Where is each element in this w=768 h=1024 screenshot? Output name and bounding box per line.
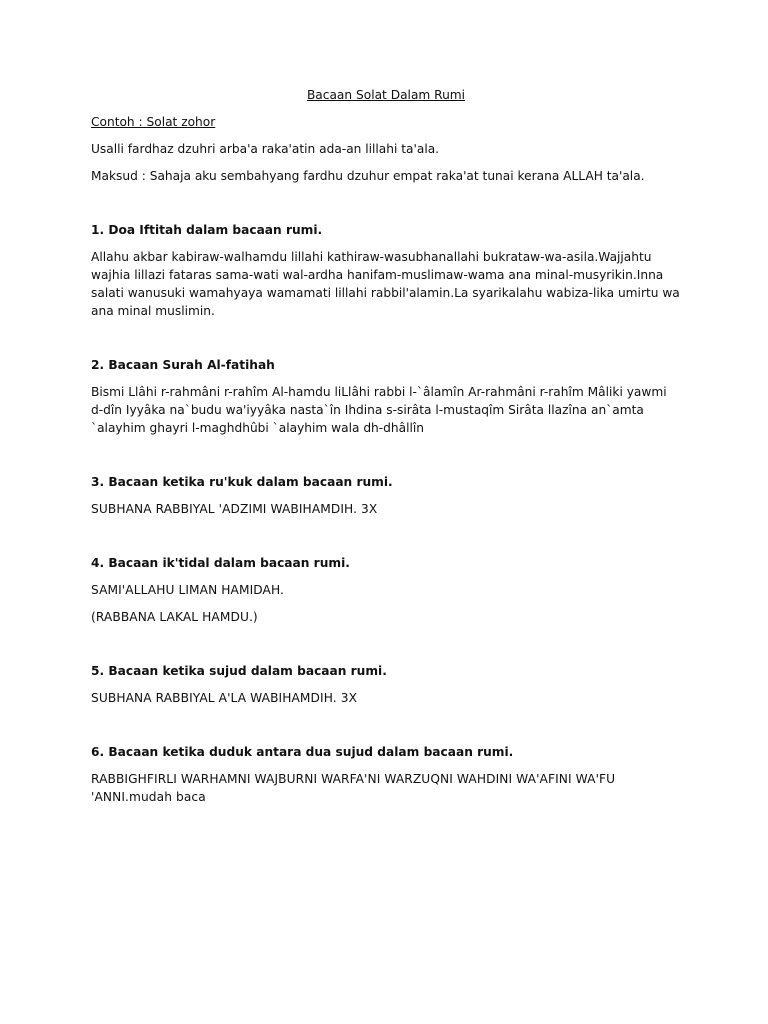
spacer — [91, 635, 681, 662]
section-text: SAMI'ALLAHU LIMAN HAMIDAH. — [91, 583, 285, 597]
section-sujud — [91, 662, 681, 707]
section-heading: 3. Bacaan ketika ru'kuk dalam bacaan rumi. — [91, 475, 393, 489]
spacer — [91, 527, 681, 554]
niat-text: Usalli fardhaz dzuhri arba'a raka'atin ada-an lillahi ta'ala. — [91, 142, 440, 156]
section-rukuk — [91, 473, 681, 518]
spacer — [91, 716, 681, 743]
spacer — [91, 329, 681, 356]
maksud-text: Maksud : Sahaja aku sembahyang fardhu dzuhur empat raka'at tunai kerana ALLAH ta'ala. — [91, 169, 645, 183]
section-text: SUBHANA RABBIYAL 'ADZIMI WABIHAMDIH. 3X — [91, 502, 378, 516]
section-heading: 2. Bacaan Surah Al-fatihah — [91, 358, 275, 372]
document-body — [91, 86, 681, 815]
section-text: Bismi Llâhi r-rahmâni r-rahîm Al-hamdu liLlâhi rabbi l-`âlamîn Ar-rahmâni r-rahîm Mâliki yawmi d-dîn Iyyâka na`budu wa'iyyâka nasta`în Ihdina s-sirâta l-mustaqîm Sirâta llazîna an`amta `alayhim ghayri l-maghdhûbi `alayhim wala dh-dhâllîn — [91, 385, 667, 435]
section-text: RABBIGHFIRLI WARHAMNI WAJBURNI WARFA'NI WARZUQNI WAHDINI WA'AFINI WA'FU 'ANNI.mudah baca — [91, 772, 616, 804]
section-text: (RABBANA LAKAL HAMDU.) — [91, 610, 258, 624]
section-heading: 4. Bacaan ik'tidal dalam bacaan rumi. — [91, 556, 350, 570]
section-heading: 1. Doa Iftitah dalam bacaan rumi. — [91, 223, 323, 237]
document-title: Bacaan Solat Dalam Rumi — [306, 88, 466, 102]
section-doa-iftitah — [91, 221, 681, 320]
section-text: Allahu akbar kabiraw-walhamdu lillahi kathiraw-wasubhanallahi bukrataw-wa-asila.Wajjahtu wajhia lillazi fataras sama-wati wal-ardha hanifam-muslimaw-wama ana minal-musyrikin.Inna salati wanusuki wamahyaya wamamati lillahi rabbil'alamin.La syarikalahu wabiza-lika umirtu wa ana minal muslimin. — [91, 250, 680, 318]
section-text: SUBHANA RABBIYAL A'LA WABIHAMDIH. 3X — [91, 691, 358, 705]
section-heading: 5. Bacaan ketika sujud dalam bacaan rumi. — [91, 664, 387, 678]
section-duduk-antara-dua-sujud — [91, 743, 681, 806]
example-label: Contoh : Solat zohor — [91, 115, 216, 129]
section-iktidal — [91, 554, 681, 626]
spacer — [91, 446, 681, 473]
spacer — [91, 194, 681, 221]
section-heading: 6. Bacaan ketika duduk antara dua sujud dalam bacaan rumi. — [91, 745, 514, 759]
section-al-fatihah — [91, 356, 681, 437]
